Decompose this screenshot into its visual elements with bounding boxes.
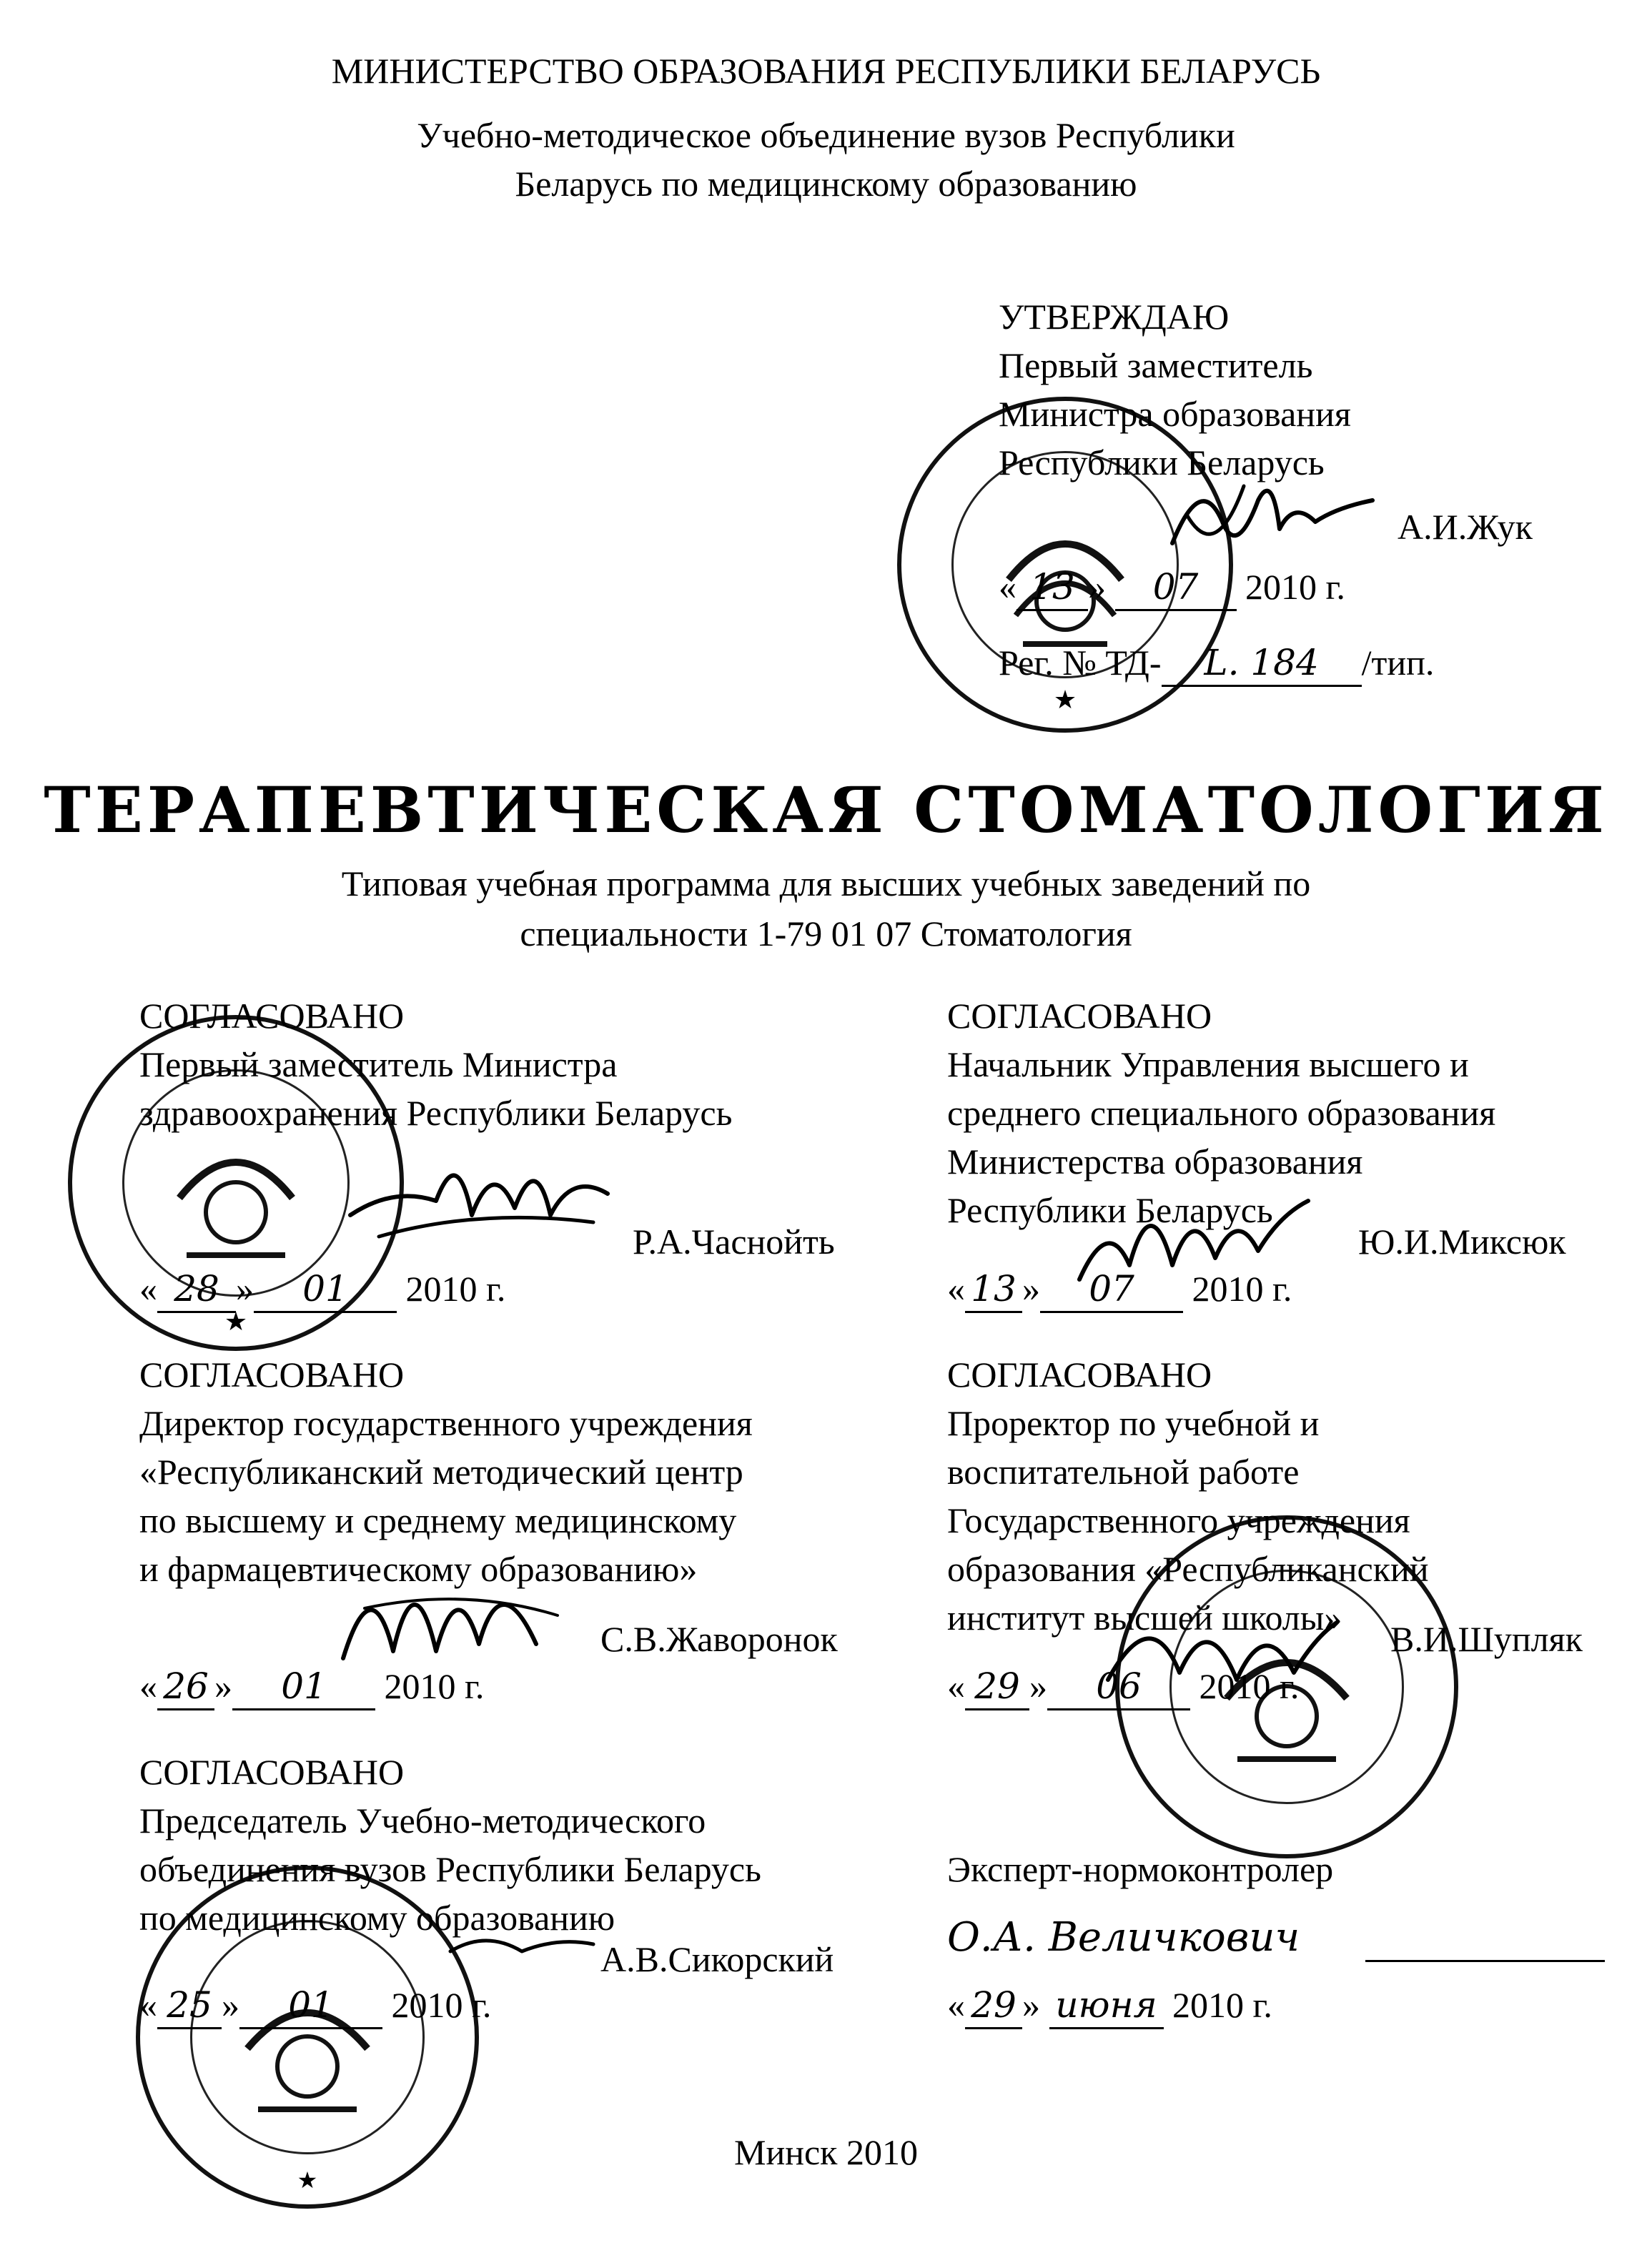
agreement-4-month: 06 [1047,1664,1190,1710]
expert-month: июня [1049,1983,1164,2029]
agreement-5-month: 01 [239,1983,382,2029]
ministry-header: МИНИСТЕРСТВО ОБРАЗОВАНИЯ РЕСПУБЛИКИ БЕЛАРУСЬ [331,51,1321,91]
agreement-3-name: С.В.Жаворонок [600,1619,838,1659]
agreement-4-day: 29 [965,1664,1029,1710]
agreement-2-line-1: Начальник Управления высшего и [947,1044,1469,1084]
agreement-1-date: « 28 » 01 2010 г. [139,1267,505,1313]
svg-text:★: ★ [224,1307,248,1337]
agreement-3-line-1: Директор государственного учреждения [139,1403,753,1443]
svg-text:★: ★ [1053,685,1077,715]
agreement-3-heading: СОГЛАСОВАНО [139,1355,405,1395]
expert-signature: О.А. Величкович [947,1914,1300,1961]
agreement-3-line-2: «Республиканский методический центр [139,1452,743,1492]
agreement-4-heading: СОГЛАСОВАНО [947,1355,1212,1395]
signature-chasnoyt-icon [336,1115,622,1258]
agreement-4-year: 2010 г. [1199,1666,1300,1706]
footer-city-year: Минск 2010 [734,2132,918,2172]
expert-day: 29 [965,1983,1022,2029]
agreement-4-line-4: образования «Республиканский [947,1549,1429,1589]
agreement-3-date: « 26 » 01 2010 г. [139,1664,484,1710]
agreement-3-day: 26 [157,1664,214,1710]
agreement-2-year: 2010 г. [1192,1269,1292,1309]
association-line-2: Беларусь по медицинскому образованию [515,164,1137,204]
agreement-5-date: « 25 » 01 2010 г. [139,1983,491,2029]
agreement-5-name: А.В.Сикорский [600,1939,834,1979]
signature-zhavoronok-icon [322,1537,579,1680]
agreement-1-month: 01 [254,1267,397,1313]
subtitle-line-1: Типовая учебная программа для высших учебных заведений по [341,863,1311,903]
agreement-3-line-4: и фармацевтическому образованию» [139,1549,698,1589]
agreement-5-line-2: объединения вузов Республики Беларусь [139,1849,761,1889]
agreement-5-year: 2010 г. [391,1985,492,2025]
svg-text:★: ★ [297,2167,318,2194]
agreement-2-name: Ю.И.Миксюк [1358,1222,1566,1262]
agreement-2-day: 13 [965,1267,1022,1313]
agreement-4-date: « 29 » 06 2010 г. [947,1664,1299,1710]
expert-signature-line [1365,1960,1605,1962]
approval-line-3: Республики Беларусь [999,442,1325,482]
agreement-3-year: 2010 г. [384,1666,485,1706]
agreement-4-line-5: институт высшей школы» [947,1598,1342,1638]
agreement-1-line-1: Первый заместитель Министра [139,1044,618,1084]
document-title: ТЕРАПЕВТИЧЕСКАЯ СТОМАТОЛОГИЯ [44,773,1608,847]
agreement-4-line-2: воспитательной работе [947,1452,1300,1492]
agreement-1-name: Р.А.Часнойть [633,1222,835,1262]
agreement-3-month: 01 [232,1664,375,1710]
association-line-1: Учебно-методическое объединение вузов Республики [417,115,1235,155]
agreement-2-month: 07 [1040,1267,1183,1313]
approval-date [999,565,1345,611]
approval-reg-number: L. 184 [1162,640,1362,687]
agreement-2-date: « 13 » 07 2010 г. [947,1267,1292,1313]
agreement-4-name: В.И.Шупляк [1390,1619,1583,1659]
approval-line-1: Первый заместитель [999,345,1313,385]
approval-name: А.И.Жук [1398,507,1533,547]
approval-date-year: 2010 г. [1245,567,1345,607]
agreement-1-year: 2010 г. [405,1269,506,1309]
agreement-4-line-3: Государственного учреждения [947,1500,1410,1540]
agreement-2-line-2: среднего специального образования [947,1093,1496,1133]
approval-date-month: 07 [1115,565,1237,611]
agreement-2-heading: СОГЛАСОВАНО [947,996,1212,1036]
signature-zhuk-icon [1158,457,1387,572]
agreement-1-line-2: здравоохранения Республики Беларусь [139,1093,733,1133]
agreement-4-line-1: Проректор по учебной и [947,1403,1320,1443]
approval-date-open: « [999,567,1017,607]
agreement-2-line-3: Министерства образования [947,1142,1363,1182]
signature-sikorsky-icon [443,1916,600,1973]
approval-line-2: Министра образования [999,394,1351,434]
agreement-1-day: 28 [157,1267,236,1313]
agreement-2-line-4: Республики Беларусь [947,1190,1273,1230]
agreement-5-line-1: Председатель Учебно-методического [139,1801,706,1841]
expert-year: 2010 г. [1172,1985,1272,2025]
approval-date-day: 13 [1017,565,1088,611]
approval-reg [999,640,1434,687]
agreement-5-day: 25 [157,1983,222,2029]
approval-date-close: » [1088,567,1106,607]
approval-heading: УТВЕРЖДАЮ [999,297,1230,337]
approval-reg-label: Рег. № ТД- [999,643,1162,683]
expert-date: « 29 » июня 2010 г. [947,1983,1272,2029]
approval-reg-suffix: /тип. [1361,643,1435,683]
agreement-5-line-3: по медицинскому образованию [139,1898,615,1938]
agreement-5-heading: СОГЛАСОВАНО [139,1752,405,1792]
agreement-1-heading: СОГЛАСОВАНО [139,996,405,1036]
expert-label: Эксперт-нормоконтролер [947,1849,1334,1889]
subtitle-line-2: специальности 1-79 01 07 Стоматология [520,913,1132,954]
agreement-3-line-3: по высшему и среднему медицинскому [139,1500,737,1540]
